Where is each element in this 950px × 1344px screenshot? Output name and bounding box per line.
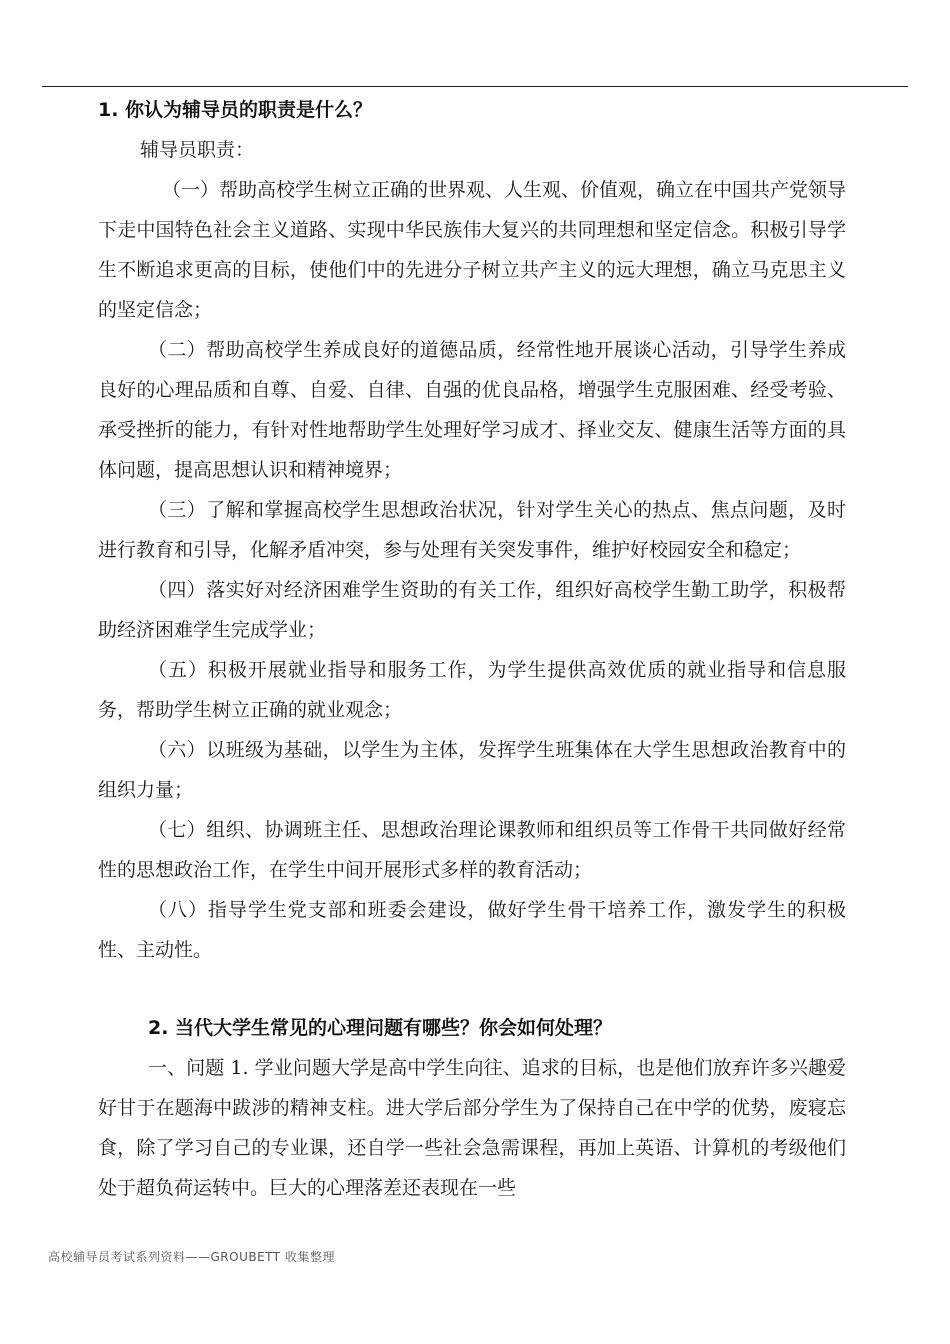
duty-paragraph-5: （五）积极开展就业指导和服务工作，为学生提供高效优质的就业指导和信息服务，帮助学生树立正确的就业观念； bbox=[98, 659, 846, 721]
duty-paragraph-1: （一）帮助高校学生树立正确的世界观、人生观、价值观，确立在中国共产党领导下走中国特色社会主义道路、实现中华民族伟大复兴的共同理想和坚定信念。积极引导学生不断追求更高的目标，使他们中的先进分子树立共产主义的远大理想，确立马克思主义的坚定信念； bbox=[98, 179, 847, 321]
question-1-heading: 1. 你认为辅导员的职责是什么？ bbox=[98, 99, 373, 121]
duty-paragraph-2: （二）帮助高校学生养成良好的道德品质，经常性地开展谈心活动，引导学生养成良好的心理品质和自尊、自爱、自律、自强的优良品格，增强学生克服困难、经受考验、承受挫折的能力，有针对性地帮助学生处理好学习成才、择业交友、健康生活等方面的具体问题，提高思想认识和精神境界； bbox=[98, 339, 846, 481]
duty-paragraph-8: （八）指导学生党支部和班委会建设，做好学生骨干培养工作，激发学生的积极性、主动性。 bbox=[98, 899, 846, 961]
duty-paragraph-4: （四）落实好对经济困难学生资助的有关工作，组织好高校学生勤工助学，积极帮助经济困难学生完成学业； bbox=[98, 579, 846, 641]
duty-paragraph-7: （七）组织、协调班主任、思想政治理论课教师和组织员等工作骨干共同做好经常性的思想政治工作，在学生中间开展形式多样的教育活动； bbox=[98, 819, 846, 881]
duty-paragraph-3: （三）了解和掌握高校学生思想政治状况，针对学生关心的热点、焦点问题，及时进行教育和引导，化解矛盾冲突，参与处理有关突发事件，维护好校园安全和稳定； bbox=[98, 499, 846, 561]
page-footer: 高校辅导员考试系列资料——GROUBETT 收集整理 bbox=[48, 1250, 335, 1264]
duties-subtitle: 辅导员职责： bbox=[140, 139, 255, 161]
header-rule bbox=[42, 86, 908, 87]
duty-paragraph-6: （六）以班级为基础，以学生为主体，发挥学生班集体在大学生思想政治教育中的组织力量； bbox=[98, 739, 846, 801]
document-body bbox=[98, 90, 846, 1208]
question-2-paragraph: 一、问题 1. 学业问题大学是高中学生向往、追求的目标，也是他们放弃许多兴趣爱好甘于在题海中跋涉的精神支柱。进大学后部分学生为了保持自己在中学的优势，废寝忘食，除了学习自己的专业课，还自学一些社会急需课程，再加上英语、计算机的考级他们处于超负荷运转中。巨大的心理落差还表现在一些 bbox=[98, 1057, 846, 1199]
question-2-heading: 2. 当代大学生常见的心理问题有哪些？你会如何处理？ bbox=[148, 1017, 613, 1039]
